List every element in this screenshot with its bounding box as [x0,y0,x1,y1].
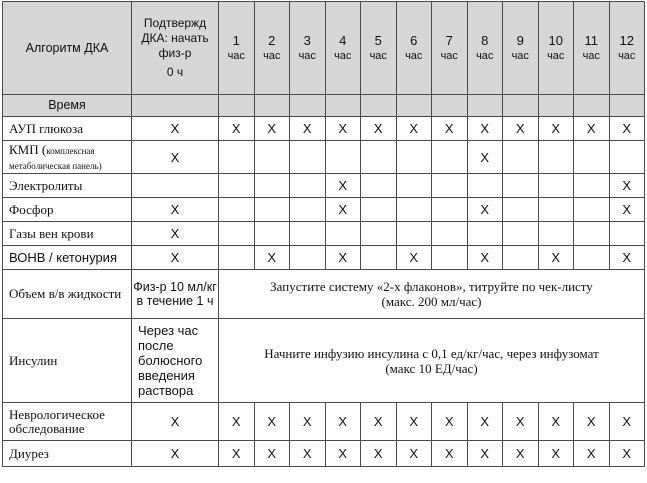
table-row [3,403,645,441]
hour-header-1 [219,2,255,95]
hour-header-12 [609,2,645,95]
hour-cell-3 [290,174,326,198]
time-cell [609,95,645,117]
hour-unit: час [369,49,387,62]
insulin-row [3,319,645,403]
hour-cell-9: X [503,117,539,141]
hour-cell-7: X [432,441,468,467]
hour-cell-4 [325,222,361,246]
time-cell [538,95,574,117]
hour-cell-5 [361,174,397,198]
hour-cell-4: X [325,117,361,141]
hour-number: 2 [268,32,276,48]
hour-cell-3 [290,222,326,246]
hour-cell-4: X [325,174,361,198]
row-label-note: комплексная метаболическая панель) [9,146,102,171]
time-cell [290,95,326,117]
time-cell [503,95,539,117]
hour-number: 9 [516,32,524,48]
hour-cell-2 [254,222,290,246]
hour-cell-11: X [574,117,610,141]
hour-unit: час [547,49,565,62]
table-row [3,246,645,270]
table-row [3,222,645,246]
row-label: Неврологическое обследование [3,403,132,441]
row-label: АУП глюкоза [3,117,132,141]
insulin-confirm: Через час после болюсного введения раствора [132,319,219,403]
hour-cell-4: X [325,403,361,441]
hour-unit: час [227,49,245,62]
fluids-line-2: (макс. 200 мл/час) [381,294,482,309]
hour-cell-11: X [574,403,610,441]
hour-cell-8: X [467,117,503,141]
hour-header-10 [538,2,574,95]
hour-cell-10: X [538,246,574,270]
hour-unit: час [298,49,316,62]
table-title: Алгоритм ДКА [3,2,132,95]
hour-cell-1 [219,222,255,246]
time-cell [396,95,432,117]
hour-cell-2: X [254,441,290,467]
hour-unit: час [476,49,494,62]
hour-number: 6 [410,32,418,48]
hour-number: 11 [584,32,598,48]
hour-cell-9: X [503,403,539,441]
hour-cell-6: X [396,117,432,141]
hour-unit: час [334,49,352,62]
hour-cell-12: X [609,198,645,222]
hour-cell-12 [609,222,645,246]
hour-cell-5: X [361,441,397,467]
hour-cell-2: X [254,403,290,441]
hour-number: 8 [481,32,489,48]
insulin-line-1: Начните инфузию инсулина с 0,1 ед/кг/час, через инфузомат [264,345,599,361]
hour-cell-8 [467,222,503,246]
confirm-header-time: 0 ч [166,65,184,79]
hour-cell-10 [538,222,574,246]
hour-cell-2: X [254,117,290,141]
row-label [3,141,132,174]
fluids-row [3,270,645,319]
hour-cell-9 [503,222,539,246]
hour-cell-12: X [609,246,645,270]
time-cell [219,95,255,117]
hour-header-3 [290,2,326,95]
hour-cell-6 [396,198,432,222]
hour-header-4 [325,2,361,95]
confirm-cell: X [132,246,219,270]
hour-cell-7 [432,141,468,174]
table-row [3,117,645,141]
hour-cell-10 [538,174,574,198]
hour-cell-11: X [574,441,610,467]
hour-cell-11 [574,246,610,270]
hour-cell-8: X [467,246,503,270]
hour-cell-5 [361,222,397,246]
hour-unit: час [263,49,281,62]
hour-cell-9 [503,198,539,222]
confirm-header-label: Подтвержд ДКА: начать физ-р [141,16,209,60]
hour-number: 7 [445,32,453,48]
hour-cell-2 [254,174,290,198]
hour-cell-12: X [609,117,645,141]
hour-cell-2 [254,141,290,174]
hour-cell-10: X [538,117,574,141]
table-row [3,141,645,174]
hour-cell-5: X [361,403,397,441]
hour-cell-6: X [396,441,432,467]
hour-cell-11 [574,198,610,222]
confirm-cell: X [132,403,219,441]
insulin-line-2: (макс 10 ЕД/час) [385,360,478,376]
hour-header-7 [432,2,468,95]
hour-number: 1 [232,32,240,48]
hour-cell-8: X [467,141,503,174]
time-label: Время [3,95,132,117]
hour-cell-3 [290,198,326,222]
hour-cell-6: X [396,246,432,270]
time-cell [574,95,610,117]
hour-cell-3: X [290,403,326,441]
hour-cell-8: X [467,198,503,222]
hour-cell-7: X [432,117,468,141]
hour-cell-5 [361,141,397,174]
confirm-cell [132,174,219,198]
hour-cell-1: X [219,441,255,467]
hour-cell-1 [219,246,255,270]
confirm-header [132,2,219,95]
hour-cell-6: X [396,403,432,441]
hour-header-5 [361,2,397,95]
row-label: Диурез [3,441,132,467]
hour-cell-10: X [538,403,574,441]
hour-unit: час [511,49,529,62]
time-cell [132,95,219,117]
hour-cell-12: X [609,403,645,441]
hour-cell-8 [467,174,503,198]
hour-cell-4 [325,141,361,174]
hour-cell-3 [290,246,326,270]
hour-cell-11 [574,222,610,246]
hour-cell-4: X [325,246,361,270]
table-row [3,174,645,198]
hour-cell-1: X [219,403,255,441]
hour-cell-8: X [467,441,503,467]
hour-header-6 [396,2,432,95]
hour-cell-10: X [538,441,574,467]
hour-cell-5 [361,198,397,222]
time-row [3,95,645,117]
header-row [3,2,645,95]
hour-cell-2 [254,198,290,222]
time-cell [467,95,503,117]
dka-algorithm-table [2,1,645,467]
row-label: Газы вен крови [3,222,132,246]
hour-header-8 [467,2,503,95]
confirm-cell: X [132,441,219,467]
hour-cell-2: X [254,246,290,270]
row-label: Фосфор [3,198,132,222]
hour-cell-7 [432,174,468,198]
row-label-main: КМП ( [9,142,47,157]
hour-unit: час [405,49,423,62]
hour-cell-9: X [503,441,539,467]
hour-unit: час [618,49,636,62]
hour-number: 5 [374,32,382,48]
hour-cell-7 [432,222,468,246]
hour-cell-3: X [290,441,326,467]
hour-cell-3: X [290,117,326,141]
confirm-cell: X [132,117,219,141]
time-cell [432,95,468,117]
hour-cell-6 [396,141,432,174]
hour-cell-7 [432,246,468,270]
hour-number: 4 [339,32,347,48]
hour-cell-9 [503,174,539,198]
hour-cell-7 [432,198,468,222]
hour-cell-6 [396,222,432,246]
hour-cell-1 [219,174,255,198]
hour-cell-3 [290,141,326,174]
hour-cell-11 [574,174,610,198]
confirm-cell: X [132,222,219,246]
row-label: ВОНВ / кетонурия [3,246,132,270]
hour-number: 12 [619,32,634,48]
hour-cell-6 [396,174,432,198]
hour-header-11 [574,2,610,95]
hour-number: 3 [303,32,311,48]
hour-cell-12: X [609,441,645,467]
hour-header-9 [503,2,539,95]
hour-cell-9 [503,141,539,174]
hour-cell-5 [361,246,397,270]
hour-cell-11 [574,141,610,174]
time-cell [325,95,361,117]
hour-cell-7: X [432,403,468,441]
table-row [3,198,645,222]
time-cell [254,95,290,117]
row-label: Электролиты [3,174,132,198]
hour-unit: час [440,49,458,62]
insulin-label: Инсулин [3,319,132,403]
hour-cell-1 [219,198,255,222]
fluids-line-1: Запустите систему «2-х флаконов», титруйте по чек-листу [270,279,593,294]
fluids-instructions [219,270,645,319]
hour-cell-10 [538,141,574,174]
confirm-cell: X [132,198,219,222]
fluids-label: Объем в/в жидкости [3,270,132,319]
hour-header-2 [254,2,290,95]
confirm-cell: X [132,141,219,174]
hour-cell-8: X [467,403,503,441]
fluids-confirm: Физ-р 10 мл/кг в течение 1 ч [132,270,219,319]
hour-cell-4: X [325,441,361,467]
hour-unit: час [582,49,600,62]
insulin-instructions [219,319,645,403]
hour-cell-1: X [219,117,255,141]
hour-cell-9 [503,246,539,270]
hour-cell-1 [219,141,255,174]
hour-number: 10 [548,32,563,48]
hour-cell-12 [609,141,645,174]
hour-cell-12: X [609,174,645,198]
time-cell [361,95,397,117]
hour-cell-5: X [361,117,397,141]
table-row [3,441,645,467]
hour-cell-4: X [325,198,361,222]
hour-cell-10 [538,198,574,222]
